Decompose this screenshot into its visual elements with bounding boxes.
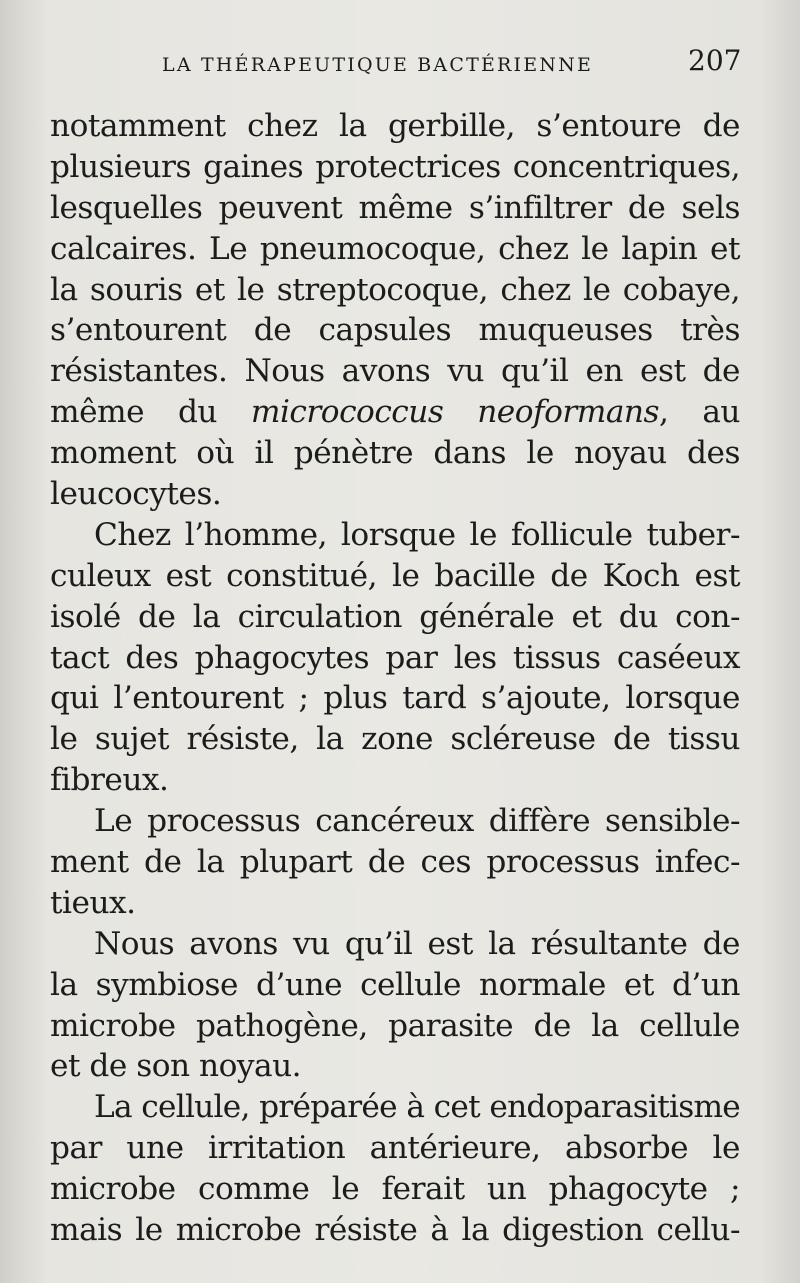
text-line: isolé de la circulation générale et du con- [50, 598, 740, 635]
text-line: microbe comme le ferait un phagocyte ; [50, 1171, 740, 1208]
text-line: le sujet résiste, la zone scléreuse de tissu [50, 721, 740, 758]
text-segment: , au [659, 394, 741, 431]
paragraph-first-line: Le processus cancéreux diffère sensible- [94, 803, 740, 840]
text-line: culeux est constitué, le bacille de Koch est [50, 557, 740, 594]
text-line-with-italic [50, 392, 740, 433]
text-line: ment de la plupart de ces processus infec- [50, 844, 740, 881]
text-line: calcaires. Le pneumocoque, chez le lapin et [50, 230, 740, 267]
body-text [50, 106, 740, 1251]
page-number: 207 [688, 44, 742, 77]
text-line: s’entourent de capsules muqueuses très [50, 312, 740, 349]
text-line: tact des phagocytes par les tissus caséeux [50, 639, 740, 676]
text-line: résistantes. Nous avons vu qu’il en est de [50, 353, 740, 390]
text-line: fibreux. [50, 762, 169, 799]
text-line: tieux. [50, 884, 136, 921]
running-title: LA THÉRAPEUTIQUE BACTÉRIENNE [162, 54, 594, 76]
italic-term: micrococcus neoformans [250, 394, 660, 431]
text-line: lesquelles peuvent même s’infiltrer de sels [50, 189, 740, 226]
text-segment: même du [50, 394, 251, 431]
paragraph-first-line: Chez l’homme, lorsque le follicule tuber- [94, 516, 740, 553]
text-line: notamment chez la gerbille, s’entoure de [50, 108, 740, 144]
text-line: et de son noyau. [50, 1048, 302, 1085]
text-line: mais le microbe résiste à la digestion cellu- [50, 1212, 740, 1249]
text-line: par une irritation antérieure, absorbe le [50, 1130, 740, 1167]
text-line: la souris et le streptocoque, chez le cobaye, [50, 271, 740, 308]
text-line: la symbiose d’une cellule normale et d’un [50, 966, 740, 1003]
text-line: plusieurs gaines protectrices concentriques, [50, 148, 740, 185]
text-line: qui l’entourent ; plus tard s’ajoute, lorsque [50, 680, 740, 717]
paragraph-first-line: Nous avons vu qu’il est la résultante de [94, 925, 740, 962]
paragraph-first-line: La cellule, préparée à cet endoparasitisme [94, 1089, 740, 1126]
text-line: microbe pathogène, parasite de la cellule [50, 1007, 740, 1044]
text-line: moment où il pénètre dans le noyau des [50, 435, 740, 472]
page-header [0, 44, 800, 84]
text-line: leucocytes. [50, 476, 222, 513]
